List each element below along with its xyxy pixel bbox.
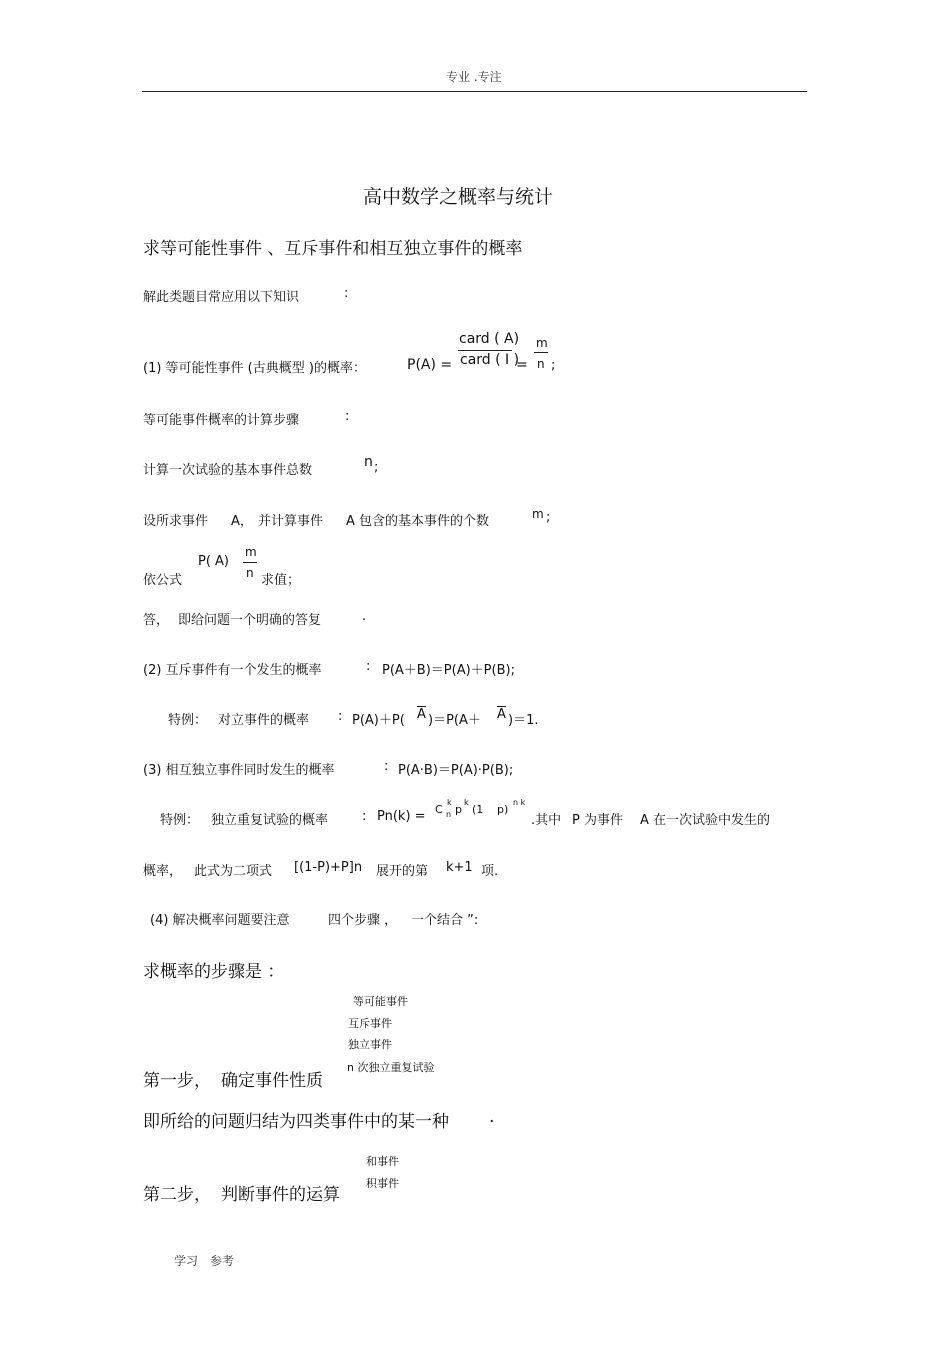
- item3-special-tail-2: P 为事件: [572, 813, 623, 828]
- item3-cont-2: 此式为二项式: [194, 864, 273, 879]
- binomial-p: p: [455, 803, 462, 816]
- step1-note-period: .: [489, 1107, 495, 1127]
- item4-part3: 一个结合 ”:: [411, 913, 479, 928]
- item4-part1: (4) 解决概率问题要注意: [150, 913, 290, 928]
- item3-cont-6: 项.: [481, 864, 499, 879]
- item3-label: (3) 相互独立事件同时发生的概率: [143, 763, 335, 778]
- binomial-n-sub: n: [446, 810, 452, 819]
- step2-label: 第二步，: [143, 1185, 211, 1205]
- binomial-k-sup: k: [447, 798, 452, 807]
- step1-note: 即所给的问题归结为四类事件中的某一种: [143, 1112, 449, 1132]
- item3-special-text: 独立重复试验的概率: [211, 813, 329, 828]
- intro-text: 解此类题目常应用以下知识: [143, 290, 300, 305]
- intro-colon: :: [344, 286, 349, 301]
- step1-option: 互斥事件: [348, 1017, 392, 1030]
- complement-a-1: $\overline{A}$: [417, 707, 426, 722]
- item1-semicolon: ;: [551, 358, 556, 373]
- step1-option: 独立事件: [348, 1038, 392, 1051]
- binomial-paren: (1: [472, 803, 484, 816]
- item3-colon: :: [384, 759, 389, 774]
- item2-special-colon: :: [338, 709, 343, 724]
- step-a-var: n: [364, 454, 373, 470]
- item3-cont-1: 概率，: [143, 864, 183, 879]
- step2-text: 判断事件的运算: [221, 1185, 340, 1205]
- frac2-numerator: m: [536, 336, 548, 350]
- binomial-nk-sup: n k: [513, 798, 526, 807]
- step-c-expr: P( A): [198, 554, 230, 569]
- step-c-denominator: n: [246, 566, 254, 580]
- step-b-var-a: A，: [231, 514, 253, 529]
- item2-special-formula-3: )＝1.: [508, 713, 539, 728]
- item3-special-colon: :: [362, 809, 367, 824]
- item3-formula: P(A·B)＝P(A)·P(B);: [398, 763, 514, 778]
- binomial-lhs: Pn(k) =: [377, 809, 426, 824]
- steps-colon: :: [345, 409, 350, 424]
- frac1-numerator: card ( A): [459, 331, 520, 347]
- step1-option: 等可能事件: [353, 995, 408, 1008]
- step-a-semicolon: ;: [374, 460, 379, 475]
- item2-formula: P(A＋B)＝P(A)＋P(B);: [382, 663, 515, 678]
- complement-a-2: $\overline{A}$: [497, 707, 506, 722]
- footer-part1: 学习: [174, 1254, 199, 1268]
- page-header: 专业 .专注: [446, 70, 502, 84]
- step-b-part2: 并计算事件: [258, 514, 324, 529]
- item1-equals: =: [516, 357, 528, 373]
- step1-label: 第一步，: [143, 1071, 211, 1091]
- item3-special-tail-1: .其中: [531, 813, 562, 828]
- frac1-denominator: card ( I ): [460, 352, 520, 368]
- item3-cont-5: k+1: [446, 860, 473, 875]
- item2-special-formula-2: )＝P(A＋: [428, 713, 481, 728]
- binomial-p2: p): [497, 803, 509, 816]
- item2-special-formula-1: P(A)＋P(: [352, 713, 405, 728]
- item3-cont-4: 展开的第: [376, 864, 429, 879]
- steps-title: 等可能事件概率的计算步骤: [143, 413, 300, 428]
- section-heading: 求等可能性事件 、互斥事件和相互独立事件的概率: [143, 239, 523, 259]
- item2-special-text: 对立事件的概率: [218, 713, 310, 728]
- step1-option: n 次独立重复试验: [347, 1061, 435, 1074]
- binomial-k-sup-2: k: [464, 798, 469, 807]
- step2-option: 积事件: [366, 1177, 399, 1190]
- step-b-semicolon: ;: [546, 510, 551, 525]
- step-b-var-m: m: [532, 507, 544, 521]
- binomial-c: C: [435, 803, 443, 816]
- step-c-part1: 依公式: [143, 573, 183, 588]
- item2-special-label: 特例：: [168, 713, 208, 728]
- item4-part2: 四个步骤 ，: [328, 913, 398, 928]
- step2-option: 和事件: [366, 1155, 399, 1168]
- step-c-fraction-bar: [243, 562, 257, 563]
- item1-lhs: P(A) =: [407, 357, 453, 373]
- step-d-part1: 答，: [143, 613, 170, 628]
- step-b-part1: 设所求事件: [143, 514, 209, 529]
- item2-label: (2) 互斥事件有一个发生的概率: [143, 663, 322, 678]
- item3-special-label: 特例：: [160, 813, 200, 828]
- item1-label: (1) 等可能性事件 (古典概型 )的概率：: [143, 361, 366, 376]
- probability-steps-heading: 求概率的步骤是 ：: [143, 962, 285, 982]
- step-b-part3: A 包含的基本事件的个数: [346, 514, 490, 529]
- step-c-numerator: m: [245, 545, 257, 559]
- item2-colon: :: [366, 659, 371, 674]
- frac2-bar: [534, 352, 548, 353]
- header-rule: [142, 91, 807, 92]
- step-d-part3: .: [362, 609, 367, 624]
- step1-text: 确定事件性质: [221, 1071, 323, 1091]
- frac2-denominator: n: [537, 357, 545, 371]
- document-title: 高中数学之概率与统计: [363, 186, 554, 208]
- frac1-bar: [458, 350, 512, 351]
- item3-cont-3: [(1-P)+P]n: [294, 860, 363, 875]
- step-c-part2: 求值；: [261, 573, 301, 588]
- item3-special-tail-3: A 在一次试验中发生的: [640, 813, 771, 828]
- step-d-part2: 即给问题一个明确的答复: [178, 613, 322, 628]
- step-a-text: 计算一次试验的基本事件总数: [143, 463, 313, 478]
- footer-part2: 参考: [210, 1254, 235, 1268]
